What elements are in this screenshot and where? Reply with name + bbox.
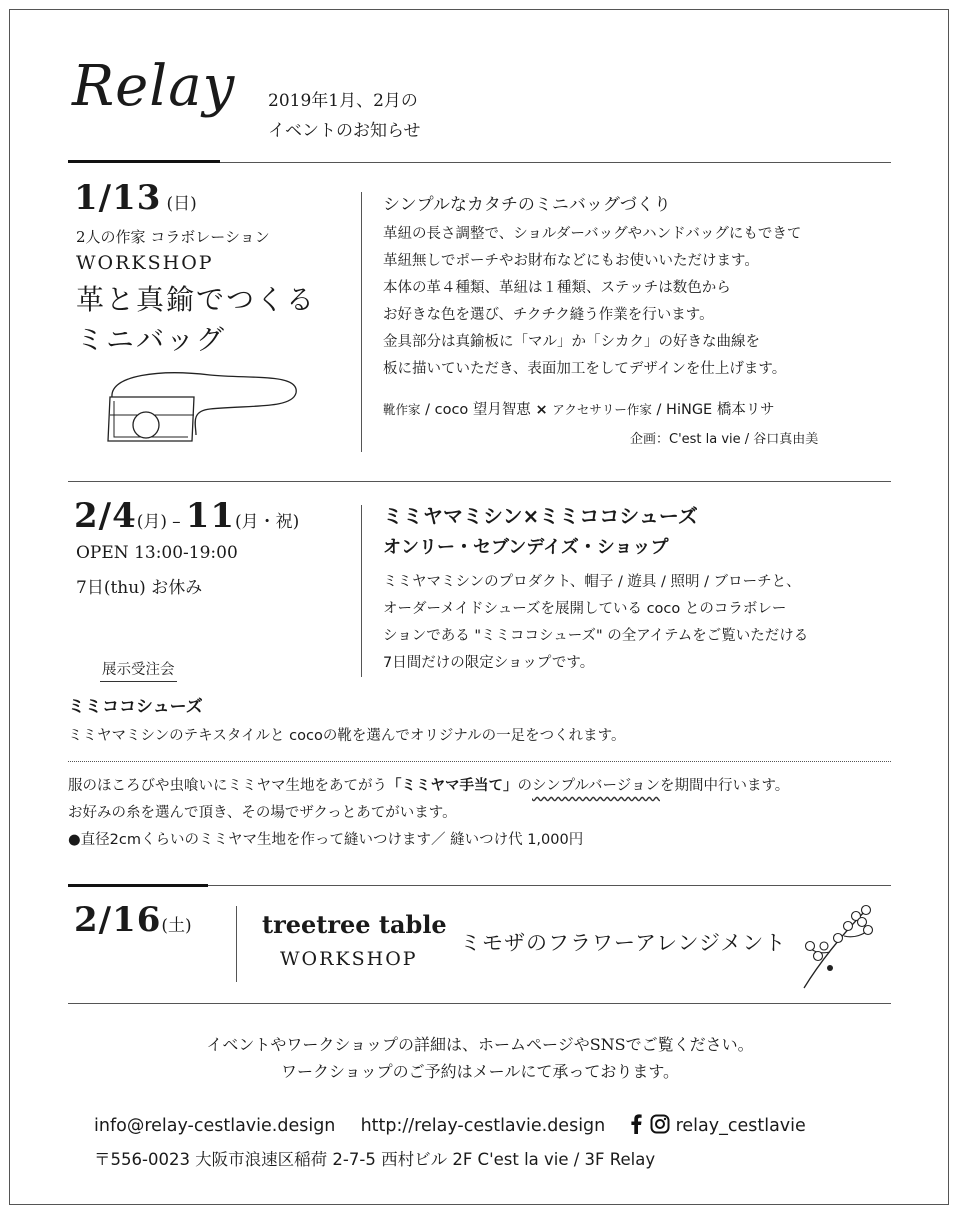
divider <box>68 481 891 482</box>
instagram-icon[interactable] <box>650 1114 670 1139</box>
event2-date-sep: – <box>172 512 181 532</box>
header-line1: 2019年1月、2月の <box>268 91 418 111</box>
footer-note1: イベントやワークショップの詳細は、ホームページやSNSでご覧ください。 <box>206 1035 754 1054</box>
repair-line2: お好みの糸を選んで頂き、その場でザクっとあてがいます。 <box>68 805 457 821</box>
event3-brand: treetree table <box>262 910 447 939</box>
repair-bold: 「ミミヤマ手当て」 <box>387 778 518 794</box>
divider <box>208 885 891 886</box>
dotted-divider <box>68 761 891 762</box>
event1-vertical-rule <box>361 192 362 452</box>
event2-date <box>74 496 299 536</box>
event1-type: WORKSHOP <box>76 252 214 274</box>
event1-heading: シンプルなカタチのミニバッグづくり <box>383 195 671 215</box>
event2-body-line: ションである "ミミココシューズ" の全アイテムをご覧いただける <box>383 628 809 644</box>
event2-title-line2: オンリー・セブンデイズ・ショップ <box>383 537 669 558</box>
logo-underline <box>68 160 220 163</box>
relay-logo: Relay <box>72 54 236 119</box>
artist-x: × <box>535 402 548 418</box>
event3-date-main: 2/16 <box>74 900 162 940</box>
event3-accent-rule <box>68 884 208 887</box>
footer-social[interactable]: relay_cestlavie <box>675 1116 806 1136</box>
event2-repair <box>68 773 789 854</box>
footer-email[interactable]: info@relay-cestlavie.design <box>94 1116 336 1136</box>
event2-date-day2: (月・祝) <box>235 512 300 532</box>
event2-sub-body: ミミヤマミシンのテキスタイルと cocoの靴を選んでオリジナルの一足をつくれます。 <box>68 728 626 744</box>
repair-pre: 服のほころびや虫喰いにミミヤマ生地をあてがう <box>68 778 387 794</box>
mimosa-icon <box>800 902 875 992</box>
event1-artists <box>383 398 775 419</box>
event1-title <box>76 280 316 360</box>
repair-line1 <box>68 773 789 800</box>
event1-title-line2: ミニバッグ <box>76 323 227 356</box>
facebook-icon[interactable] <box>630 1114 642 1139</box>
header-text <box>268 86 421 146</box>
event1-details <box>383 190 883 383</box>
event3-title: ミモザのフラワーアレンジメント <box>460 931 787 955</box>
footer-address: 〒556-0023 大阪市浪速区稲荷 2-7-5 西村ビル 2F C'est la vie / 3F Relay <box>94 1150 656 1169</box>
event2-title-line1: ミミヤマミシン×ミミココシューズ <box>383 504 698 528</box>
divider <box>68 1003 891 1004</box>
event3-date-day: (土) <box>161 916 192 936</box>
event2-vertical-rule <box>361 505 362 677</box>
event1-body-line: お好きな色を選び、チクチク縫う作業を行います。 <box>383 307 714 323</box>
event2-tag: 展示受注会 <box>100 658 177 682</box>
event1-body-line: 金具部分は真鍮板に「マル」か「シカク」の好きな曲線を <box>383 334 760 350</box>
event2-closed: 7日(thu) お休み <box>76 578 203 598</box>
event1-subtitle: 2人の作家 コラボレーション <box>76 228 270 246</box>
event1-body <box>383 221 883 383</box>
artist-label2: アクセサリー作家 <box>552 402 652 417</box>
event3-vertical-rule <box>236 906 237 982</box>
artist-label1: 靴作家 <box>383 402 421 417</box>
repair-wavy: シンプルバージョン <box>532 778 660 794</box>
event1-date-day: (日) <box>166 194 197 214</box>
event2-body-line: オーダーメイドシューズを展開している coco とのコラボレー <box>383 601 787 617</box>
event1-body-line: 本体の革４種類、革紐は１種類、ステッチは数色から <box>383 280 731 296</box>
footer-url[interactable]: http://relay-cestlavie.design <box>360 1116 606 1136</box>
event2-body <box>383 569 893 677</box>
artist-name2: / HiNGE 橋本リサ <box>656 402 775 418</box>
event2-body-line: ミミヤマミシンのプロダクト、帽子 / 遊具 / 照明 / ブローチと、 <box>383 574 801 590</box>
event1-body-line: 革紐の長さ調整で、ショルダーバッグやハンドバッグにもできて <box>383 226 802 242</box>
repair-line3: ●直径2cmくらいのミミヤマ生地を作って縫いつけます／ 縫いつけ代 1,000円 <box>68 832 584 848</box>
event2-details <box>383 500 893 677</box>
artist-name1: / coco 望月智恵 <box>425 402 531 418</box>
event1-body-line: 板に描いていただき、表面加工をしてデザインを仕上げます。 <box>383 361 787 377</box>
event1-date <box>74 178 197 218</box>
divider <box>220 162 891 163</box>
header-line2: イベントのお知らせ <box>268 121 421 141</box>
repair-post: を期間中行います。 <box>659 778 790 794</box>
repair-mid: の <box>517 778 532 794</box>
event2-sub-title: ミミココシューズ <box>68 697 203 717</box>
event2-date-day1: (月) <box>136 512 167 532</box>
event3-type: WORKSHOP <box>280 948 418 970</box>
bag-illustration-icon <box>100 365 310 450</box>
event1-credit: 企画：C'est la vie / 谷口真由美 <box>630 432 819 447</box>
event1-title-line1: 革と真鍮でつくる <box>76 283 317 316</box>
event2-body-line: 7日間だけの限定ショップです。 <box>383 655 595 671</box>
footer-contact <box>94 1114 806 1139</box>
event1-body-line: 革紐無しでポーチやお財布などにもお使いいただけます。 <box>383 253 759 269</box>
event2-date-main2: 11 <box>185 496 236 536</box>
event2-date-main1: 2/4 <box>74 496 137 536</box>
event2-hours: OPEN 13:00-19:00 <box>76 543 238 563</box>
footer-notes <box>0 1031 960 1085</box>
footer-note2: ワークショップのご予約はメールにて承っております。 <box>280 1062 680 1081</box>
event1-date-main: 1/13 <box>74 178 162 218</box>
event3-date <box>74 900 192 940</box>
